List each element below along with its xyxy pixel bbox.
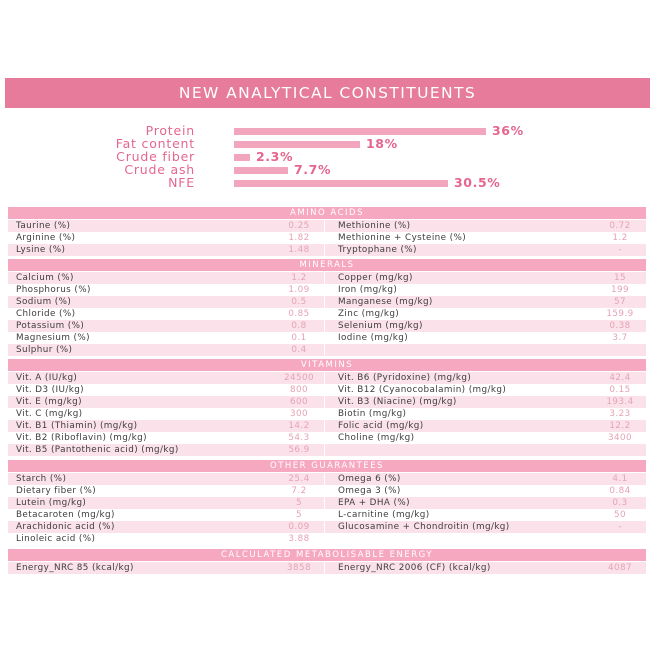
left-label: Potassium (%): [16, 321, 85, 331]
section-header: VITAMINS: [8, 359, 646, 371]
table-row: [8, 308, 646, 320]
left-value: 5: [296, 510, 302, 520]
right-value: 159.9: [606, 309, 634, 319]
right-label: Biotin (mg/kg): [338, 409, 407, 419]
right-value: 1.2: [612, 233, 628, 243]
bar-value: 30.5%: [454, 175, 501, 190]
left-value: 1.82: [288, 233, 310, 243]
table-row: [8, 272, 646, 284]
table-row: [8, 509, 646, 521]
right-label: Iodine (mg/kg): [338, 333, 409, 343]
right-label: Vit. B6 (Pyridoxine) (mg/kg): [338, 373, 472, 383]
right-value: 0.84: [609, 486, 631, 496]
left-label: Dietary fiber (%): [16, 486, 97, 496]
column-divider: [324, 497, 325, 509]
column-divider: [324, 244, 325, 256]
column-divider: [324, 344, 325, 356]
right-label: EPA + DHA (%): [338, 498, 410, 508]
left-value: 3.88: [288, 534, 310, 544]
left-label: Vit. B2 (Riboflavin) (mg/kg): [16, 433, 147, 443]
bar-value: 2.3%: [256, 149, 294, 164]
left-label: Phosphorus (%): [16, 285, 91, 295]
left-label: Calcium (%): [16, 273, 74, 283]
table-row: [8, 344, 646, 356]
section-header: OTHER GUARANTEES: [8, 460, 646, 472]
column-divider: [324, 444, 325, 456]
left-value: 56.9: [288, 445, 310, 455]
column-divider: [324, 272, 325, 284]
left-value: 5: [296, 498, 302, 508]
right-label: Folic acid (mg/kg): [338, 421, 424, 431]
left-value: 0.85: [288, 309, 310, 319]
table-row: [8, 562, 646, 574]
column-divider: [324, 562, 325, 574]
right-label: Energy_NRC 2006 (CF) (kcal/kg): [338, 563, 491, 573]
left-value: 0.8: [291, 321, 307, 331]
table-row: [8, 521, 646, 533]
left-label: Linoleic acid (%): [16, 534, 96, 544]
right-label: Copper (mg/kg): [338, 273, 413, 283]
left-label: Sodium (%): [16, 297, 72, 307]
right-label: Choline (mg/kg): [338, 433, 415, 443]
left-value: 14.2: [288, 421, 310, 431]
left-label: Energy_NRC 85 (kcal/kg): [16, 563, 134, 573]
left-value: 3858: [287, 563, 311, 573]
column-divider: [324, 384, 325, 396]
right-value: 15: [614, 273, 626, 283]
left-value: 0.4: [291, 345, 307, 355]
left-value: 24500: [284, 373, 314, 383]
table-row: [8, 296, 646, 308]
right-label: Glucosamine + Chondroitin (mg/kg): [338, 522, 510, 532]
right-value: 3.7: [612, 333, 628, 343]
table-row: [8, 372, 646, 384]
right-value: -: [618, 245, 622, 255]
right-label: Manganese (mg/kg): [338, 297, 433, 307]
left-label: Vit. C (mg/kg): [16, 409, 83, 419]
column-divider: [324, 473, 325, 485]
right-value: 50: [614, 510, 626, 520]
left-value: 0.25: [288, 221, 310, 231]
analysis-table: [8, 0, 646, 655]
table-row: [8, 533, 646, 545]
right-label: Methionine (%): [338, 221, 411, 231]
right-label: Zinc (mg/kg): [338, 309, 400, 319]
table-row: [8, 220, 646, 232]
left-label: Chloride (%): [16, 309, 76, 319]
section-header: MINERALS: [8, 259, 646, 271]
bar-label: Fat content: [115, 136, 195, 151]
right-value: 3.23: [609, 409, 631, 419]
column-divider: [324, 509, 325, 521]
column-divider: [324, 396, 325, 408]
right-label: Iron (mg/kg): [338, 285, 398, 295]
column-divider: [324, 320, 325, 332]
column-divider: [324, 432, 325, 444]
right-value: 3400: [608, 433, 632, 443]
right-value: 4.1: [612, 474, 628, 484]
table-row: [8, 497, 646, 509]
column-divider: [324, 284, 325, 296]
left-value: 0.1: [291, 333, 307, 343]
left-value: 54.3: [288, 433, 310, 443]
right-value: 57: [614, 297, 626, 307]
left-label: Arachidonic acid (%): [16, 522, 115, 532]
column-divider: [324, 332, 325, 344]
bar-label: Crude fiber: [116, 149, 195, 164]
right-label: L-carnitine (mg/kg): [338, 510, 430, 520]
right-value: -: [618, 522, 622, 532]
right-value: 0.72: [609, 221, 631, 231]
column-divider: [324, 485, 325, 497]
table-row: [8, 444, 646, 456]
left-label: Sulphur (%): [16, 345, 73, 355]
left-label: Magnesium (%): [16, 333, 90, 343]
table-row: [8, 432, 646, 444]
right-label: Omega 6 (%): [338, 474, 401, 484]
right-label: Tryptophane (%): [338, 245, 417, 255]
table-row: [8, 284, 646, 296]
left-value: 0.5: [291, 297, 307, 307]
table-row: [8, 320, 646, 332]
left-label: Starch (%): [16, 474, 67, 484]
right-value: 199: [611, 285, 629, 295]
left-label: Vit. A (IU/kg): [16, 373, 78, 383]
left-label: Taurine (%): [16, 221, 71, 231]
left-value: 300: [290, 409, 308, 419]
bar-label: Crude ash: [124, 162, 195, 177]
table-row: [8, 384, 646, 396]
left-label: Vit. B1 (Thiamin) (mg/kg): [16, 421, 138, 431]
bar-label: Protein: [145, 123, 195, 138]
column-divider: [324, 308, 325, 320]
table-row: [8, 396, 646, 408]
table-row: [8, 232, 646, 244]
table-row: [8, 332, 646, 344]
right-value: 42.4: [609, 373, 631, 383]
right-value: 12.2: [609, 421, 631, 431]
table-row: [8, 473, 646, 485]
page-title: NEW ANALYTICAL CONSTITUENTS: [5, 78, 650, 108]
column-divider: [324, 420, 325, 432]
bar-value: 7.7%: [294, 162, 332, 177]
column-divider: [324, 220, 325, 232]
table-row: [8, 408, 646, 420]
right-label: Vit. B3 (Niacine) (mg/kg): [338, 397, 457, 407]
column-divider: [324, 521, 325, 533]
left-label: Lutein (mg/kg): [16, 498, 87, 508]
left-value: 1.2: [291, 273, 307, 283]
left-label: Vit. B5 (Pantothenic acid) (mg/kg): [16, 445, 179, 455]
section-header: AMINO ACIDS: [8, 207, 646, 219]
table-row: [8, 485, 646, 497]
left-value: 800: [290, 385, 308, 395]
right-value: 4087: [608, 563, 632, 573]
column-divider: [324, 408, 325, 420]
right-label: Selenium (mg/kg): [338, 321, 423, 331]
left-label: Vit. E (mg/kg): [16, 397, 82, 407]
column-divider: [324, 232, 325, 244]
bar-value: 36%: [492, 123, 524, 138]
left-label: Arginine (%): [16, 233, 76, 243]
left-value: 25.4: [288, 474, 310, 484]
column-divider: [324, 533, 325, 545]
left-value: 600: [290, 397, 308, 407]
section-header: CALCULATED METABOLISABLE ENERGY: [8, 549, 646, 561]
right-value: 193.4: [606, 397, 634, 407]
right-value: 0.15: [609, 385, 631, 395]
left-label: Betacaroten (mg/kg): [16, 510, 115, 520]
left-label: Vit. D3 (IU/kg): [16, 385, 85, 395]
table-row: [8, 420, 646, 432]
bar-value: 18%: [366, 136, 398, 151]
right-value: 0.38: [609, 321, 631, 331]
right-label: Omega 3 (%): [338, 486, 401, 496]
right-label: Vit. B12 (Cyanocobalamin) (mg/kg): [338, 385, 507, 395]
left-value: 1.48: [288, 245, 310, 255]
left-value: 0.09: [288, 522, 310, 532]
right-label: Methionine + Cysteine (%): [338, 233, 467, 243]
table-row: [8, 244, 646, 256]
column-divider: [324, 372, 325, 384]
left-label: Lysine (%): [16, 245, 66, 255]
right-value: 0.3: [612, 498, 628, 508]
left-value: 1.09: [288, 285, 310, 295]
bar-label: NFE: [168, 175, 195, 190]
column-divider: [324, 296, 325, 308]
left-value: 7.2: [291, 486, 307, 496]
